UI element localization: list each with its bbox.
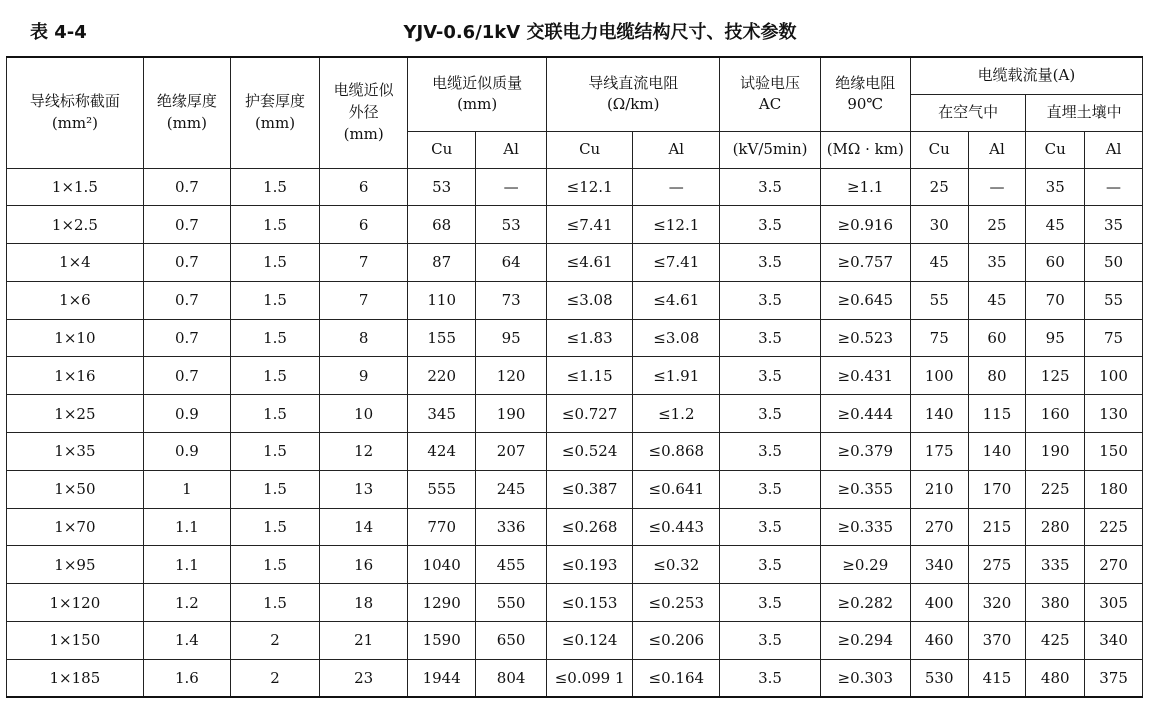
cell-mass-al: 64: [476, 244, 547, 282]
cell-mass-cu: 1290: [408, 584, 476, 622]
cell-resistance-al: ≤0.164: [633, 659, 720, 697]
cell-insulation-resistance: ≥1.1: [820, 168, 910, 206]
cell-buried-al: 340: [1085, 622, 1143, 660]
cell-diameter: 7: [320, 244, 408, 282]
cell-insulation-resistance: ≥0.431: [820, 357, 910, 395]
cell-insulation-resistance: ≥0.294: [820, 622, 910, 660]
cell-diameter: 6: [320, 206, 408, 244]
cell-air-cu: 530: [910, 659, 968, 697]
cell-test-voltage: 3.5: [720, 433, 820, 471]
cell-mass-al: 95: [476, 319, 547, 357]
header-test-voltage-unit: (kV/5min): [720, 131, 820, 168]
cell-buried-cu: 95: [1026, 319, 1085, 357]
table-body: [7, 168, 1143, 697]
cell-buried-al: 75: [1085, 319, 1143, 357]
cell-sheath: 1.5: [230, 546, 319, 584]
cell-insulation-resistance: ≥0.757: [820, 244, 910, 282]
cell-air-al: 80: [968, 357, 1026, 395]
table-header: [7, 57, 1143, 168]
cell-air-al: 115: [968, 395, 1026, 433]
header-dc-resistance: 导线直流电阻 (Ω/km): [547, 57, 720, 131]
cell-section: 1×2.5: [7, 206, 144, 244]
table-row: [7, 281, 1143, 319]
cell-resistance-cu: ≤0.193: [547, 546, 633, 584]
cell-mass-cu: 220: [408, 357, 476, 395]
cell-insulation: 0.7: [143, 319, 230, 357]
cell-diameter: 18: [320, 584, 408, 622]
cell-sheath: 1.5: [230, 395, 319, 433]
cell-buried-al: 130: [1085, 395, 1143, 433]
cell-test-voltage: 3.5: [720, 584, 820, 622]
cell-insulation: 1.1: [143, 508, 230, 546]
cell-section: 1×35: [7, 433, 144, 471]
cell-buried-cu: 35: [1026, 168, 1085, 206]
cell-section: 1×25: [7, 395, 144, 433]
cell-buried-al: 270: [1085, 546, 1143, 584]
table-number: 表 4-4: [30, 22, 87, 43]
cell-mass-al: 804: [476, 659, 547, 697]
cell-insulation-resistance: ≥0.645: [820, 281, 910, 319]
cell-mass-al: 120: [476, 357, 547, 395]
header-section: 导线标称截面 (mm²): [7, 57, 144, 168]
cell-sheath: 1.5: [230, 244, 319, 282]
cell-sheath: 1.5: [230, 508, 319, 546]
cell-sheath: 1.5: [230, 357, 319, 395]
cell-mass-al: 207: [476, 433, 547, 471]
cell-insulation: 0.9: [143, 433, 230, 471]
cell-air-cu: 55: [910, 281, 968, 319]
cell-buried-cu: 280: [1026, 508, 1085, 546]
cell-resistance-cu: ≤0.727: [547, 395, 633, 433]
cell-buried-cu: 70: [1026, 281, 1085, 319]
cell-mass-al: 650: [476, 622, 547, 660]
cell-buried-al: 375: [1085, 659, 1143, 697]
header-insulation-thickness: 绝缘厚度 (mm): [143, 57, 230, 168]
cell-insulation: 0.7: [143, 168, 230, 206]
header-mass: 电缆近似质量 (mm): [408, 57, 547, 131]
cell-buried-cu: 425: [1026, 622, 1085, 660]
cell-section: 1×150: [7, 622, 144, 660]
cell-test-voltage: 3.5: [720, 622, 820, 660]
table-row: [7, 206, 1143, 244]
cell-insulation-resistance: ≥0.444: [820, 395, 910, 433]
cell-section: 1×50: [7, 470, 144, 508]
cell-buried-cu: 225: [1026, 470, 1085, 508]
cell-resistance-al: ≤0.206: [633, 622, 720, 660]
cell-diameter: 7: [320, 281, 408, 319]
cell-resistance-cu: ≤1.83: [547, 319, 633, 357]
cell-section: 1×120: [7, 584, 144, 622]
cell-section: 1×1.5: [7, 168, 144, 206]
cell-resistance-cu: ≤1.15: [547, 357, 633, 395]
cell-resistance-al: ≤0.868: [633, 433, 720, 471]
cell-section: 1×16: [7, 357, 144, 395]
cell-buried-al: 100: [1085, 357, 1143, 395]
cell-air-al: —: [968, 168, 1026, 206]
cell-air-cu: 210: [910, 470, 968, 508]
cell-diameter: 12: [320, 433, 408, 471]
cell-air-al: 45: [968, 281, 1026, 319]
cell-sheath: 1.5: [230, 281, 319, 319]
table-row: [7, 584, 1143, 622]
cell-resistance-cu: ≤0.387: [547, 470, 633, 508]
cell-mass-al: 73: [476, 281, 547, 319]
cell-buried-cu: 160: [1026, 395, 1085, 433]
cell-mass-cu: 53: [408, 168, 476, 206]
cell-air-cu: 175: [910, 433, 968, 471]
cell-diameter: 6: [320, 168, 408, 206]
cell-insulation: 0.7: [143, 244, 230, 282]
cell-resistance-al: ≤3.08: [633, 319, 720, 357]
cell-resistance-cu: ≤0.099 1: [547, 659, 633, 697]
cell-resistance-al: —: [633, 168, 720, 206]
cell-air-al: 170: [968, 470, 1026, 508]
header-insulation-resistance-unit: (MΩ · km): [820, 131, 910, 168]
cell-sheath: 1.5: [230, 470, 319, 508]
cell-section: 1×4: [7, 244, 144, 282]
cell-sheath: 1.5: [230, 319, 319, 357]
cell-sheath: 1.5: [230, 584, 319, 622]
cell-sheath: 1.5: [230, 168, 319, 206]
cell-mass-al: 336: [476, 508, 547, 546]
cell-air-cu: 75: [910, 319, 968, 357]
cell-resistance-al: ≤12.1: [633, 206, 720, 244]
cell-test-voltage: 3.5: [720, 206, 820, 244]
table-row: [7, 168, 1143, 206]
cell-mass-al: —: [476, 168, 547, 206]
cell-mass-al: 245: [476, 470, 547, 508]
header-buried-al: Al: [1085, 131, 1143, 168]
cell-sheath: 2: [230, 622, 319, 660]
cell-insulation: 1.2: [143, 584, 230, 622]
cell-air-al: 35: [968, 244, 1026, 282]
cell-insulation: 0.7: [143, 357, 230, 395]
cell-mass-cu: 555: [408, 470, 476, 508]
cell-resistance-al: ≤0.443: [633, 508, 720, 546]
cell-air-cu: 340: [910, 546, 968, 584]
cell-diameter: 10: [320, 395, 408, 433]
cell-test-voltage: 3.5: [720, 244, 820, 282]
header-buried-cu: Cu: [1026, 131, 1085, 168]
cell-air-cu: 25: [910, 168, 968, 206]
cell-resistance-al: ≤0.32: [633, 546, 720, 584]
cell-resistance-cu: ≤7.41: [547, 206, 633, 244]
cell-resistance-al: ≤1.2: [633, 395, 720, 433]
header-resistance-al: Al: [633, 131, 720, 168]
header-test-voltage: 试验电压 AC: [720, 57, 820, 131]
cell-insulation-resistance: ≥0.335: [820, 508, 910, 546]
header-ampacity: 电缆载流量(A): [910, 57, 1142, 94]
cell-mass-cu: 1944: [408, 659, 476, 697]
cell-insulation: 1: [143, 470, 230, 508]
cell-insulation-resistance: ≥0.29: [820, 546, 910, 584]
table-row: [7, 470, 1143, 508]
cell-mass-cu: 155: [408, 319, 476, 357]
cell-buried-cu: 60: [1026, 244, 1085, 282]
cell-insulation: 1.4: [143, 622, 230, 660]
cable-spec-table: [6, 56, 1143, 698]
header-buried: 直埋土壤中: [1026, 94, 1143, 131]
cell-diameter: 21: [320, 622, 408, 660]
cell-resistance-cu: ≤0.268: [547, 508, 633, 546]
table-row: [7, 357, 1143, 395]
cell-mass-cu: 345: [408, 395, 476, 433]
cell-diameter: 8: [320, 319, 408, 357]
cell-diameter: 23: [320, 659, 408, 697]
table-row: [7, 546, 1143, 584]
cell-resistance-cu: ≤0.153: [547, 584, 633, 622]
cell-test-voltage: 3.5: [720, 470, 820, 508]
cell-resistance-al: ≤1.91: [633, 357, 720, 395]
table-title: YJV-0.6/1kV 交联电力电缆结构尺寸、技术参数: [403, 22, 797, 43]
table-row: [7, 659, 1143, 697]
cell-air-cu: 400: [910, 584, 968, 622]
cell-resistance-al: ≤0.641: [633, 470, 720, 508]
cell-insulation: 1.6: [143, 659, 230, 697]
cell-sheath: 1.5: [230, 433, 319, 471]
cell-air-al: 60: [968, 319, 1026, 357]
cell-test-voltage: 3.5: [720, 357, 820, 395]
cell-air-al: 275: [968, 546, 1026, 584]
cell-buried-cu: 190: [1026, 433, 1085, 471]
cell-resistance-cu: ≤3.08: [547, 281, 633, 319]
cell-buried-al: 305: [1085, 584, 1143, 622]
cell-insulation: 1.1: [143, 546, 230, 584]
header-resistance-cu: Cu: [547, 131, 633, 168]
header-outer-diameter: 电缆近似 外径 (mm): [320, 57, 408, 168]
cell-air-cu: 270: [910, 508, 968, 546]
header-mass-cu: Cu: [408, 131, 476, 168]
cell-buried-cu: 335: [1026, 546, 1085, 584]
cell-mass-cu: 110: [408, 281, 476, 319]
cell-insulation-resistance: ≥0.282: [820, 584, 910, 622]
cell-mass-cu: 68: [408, 206, 476, 244]
cell-section: 1×70: [7, 508, 144, 546]
cell-buried-cu: 480: [1026, 659, 1085, 697]
cell-mass-cu: 424: [408, 433, 476, 471]
cell-mass-cu: 87: [408, 244, 476, 282]
table-row: [7, 319, 1143, 357]
cell-diameter: 9: [320, 357, 408, 395]
cell-buried-al: 50: [1085, 244, 1143, 282]
cell-buried-cu: 380: [1026, 584, 1085, 622]
header-mass-al: Al: [476, 131, 547, 168]
cell-insulation-resistance: ≥0.303: [820, 659, 910, 697]
cell-diameter: 13: [320, 470, 408, 508]
table-caption: [0, 0, 1149, 56]
cell-section: 1×95: [7, 546, 144, 584]
cell-insulation-resistance: ≥0.355: [820, 470, 910, 508]
cell-section: 1×6: [7, 281, 144, 319]
cell-air-cu: 30: [910, 206, 968, 244]
cell-mass-al: 550: [476, 584, 547, 622]
cell-air-cu: 100: [910, 357, 968, 395]
cell-resistance-cu: ≤4.61: [547, 244, 633, 282]
table-row: [7, 508, 1143, 546]
header-in-air: 在空气中: [910, 94, 1026, 131]
cell-air-al: 140: [968, 433, 1026, 471]
cell-resistance-al: ≤4.61: [633, 281, 720, 319]
cell-mass-cu: 1040: [408, 546, 476, 584]
cell-mass-cu: 1590: [408, 622, 476, 660]
cell-test-voltage: 3.5: [720, 168, 820, 206]
cell-mass-al: 190: [476, 395, 547, 433]
cell-air-al: 415: [968, 659, 1026, 697]
cell-air-al: 320: [968, 584, 1026, 622]
cell-sheath: 2: [230, 659, 319, 697]
cell-buried-cu: 45: [1026, 206, 1085, 244]
cell-buried-al: 55: [1085, 281, 1143, 319]
cell-mass-cu: 770: [408, 508, 476, 546]
cell-resistance-al: ≤0.253: [633, 584, 720, 622]
cell-buried-cu: 125: [1026, 357, 1085, 395]
cell-air-al: 215: [968, 508, 1026, 546]
cell-insulation-resistance: ≥0.379: [820, 433, 910, 471]
cell-buried-al: 225: [1085, 508, 1143, 546]
table-row: [7, 622, 1143, 660]
cell-test-voltage: 3.5: [720, 546, 820, 584]
header-air-cu: Cu: [910, 131, 968, 168]
cell-diameter: 14: [320, 508, 408, 546]
cell-section: 1×10: [7, 319, 144, 357]
cell-sheath: 1.5: [230, 206, 319, 244]
cell-test-voltage: 3.5: [720, 659, 820, 697]
cell-insulation: 0.9: [143, 395, 230, 433]
cell-mass-al: 455: [476, 546, 547, 584]
cell-air-cu: 45: [910, 244, 968, 282]
cell-insulation-resistance: ≥0.916: [820, 206, 910, 244]
cell-resistance-cu: ≤0.524: [547, 433, 633, 471]
cell-test-voltage: 3.5: [720, 395, 820, 433]
cell-insulation: 0.7: [143, 206, 230, 244]
cell-air-al: 25: [968, 206, 1026, 244]
cell-test-voltage: 3.5: [720, 508, 820, 546]
cell-buried-al: 150: [1085, 433, 1143, 471]
cell-air-al: 370: [968, 622, 1026, 660]
cell-resistance-al: ≤7.41: [633, 244, 720, 282]
cell-air-cu: 460: [910, 622, 968, 660]
cell-resistance-cu: ≤0.124: [547, 622, 633, 660]
cell-insulation-resistance: ≥0.523: [820, 319, 910, 357]
cell-test-voltage: 3.5: [720, 319, 820, 357]
cell-air-cu: 140: [910, 395, 968, 433]
cell-buried-al: 180: [1085, 470, 1143, 508]
cell-test-voltage: 3.5: [720, 281, 820, 319]
cell-diameter: 16: [320, 546, 408, 584]
table-row: [7, 395, 1143, 433]
cell-insulation: 0.7: [143, 281, 230, 319]
header-insulation-resistance: 绝缘电阻 90℃: [820, 57, 910, 131]
cell-mass-al: 53: [476, 206, 547, 244]
header-air-al: Al: [968, 131, 1026, 168]
cell-buried-al: —: [1085, 168, 1143, 206]
cell-resistance-cu: ≤12.1: [547, 168, 633, 206]
cell-section: 1×185: [7, 659, 144, 697]
table-row: [7, 244, 1143, 282]
table-row: [7, 433, 1143, 471]
cell-buried-al: 35: [1085, 206, 1143, 244]
header-sheath-thickness: 护套厚度 (mm): [230, 57, 319, 168]
